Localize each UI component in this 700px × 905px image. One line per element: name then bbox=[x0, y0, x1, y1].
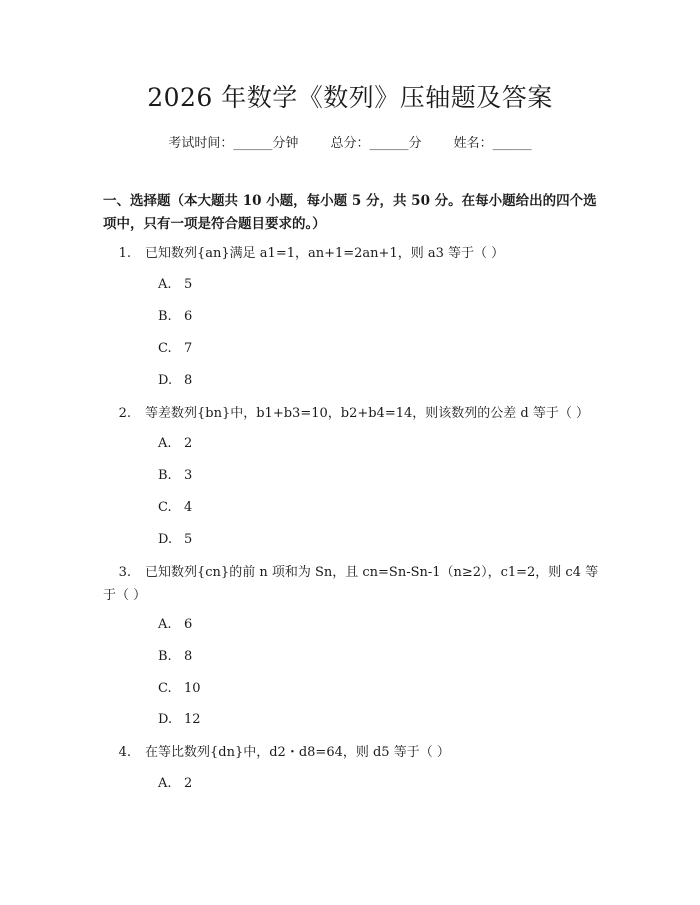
option-letter: B. bbox=[158, 309, 172, 324]
question-number: 3. bbox=[118, 565, 131, 580]
option-value: 7 bbox=[184, 341, 193, 356]
question-3 bbox=[103, 561, 603, 607]
option-item bbox=[158, 776, 192, 791]
option-item bbox=[158, 341, 192, 356]
option-item bbox=[158, 309, 192, 324]
option-item bbox=[158, 436, 192, 451]
exam-name-field: 姓名：______ bbox=[453, 136, 532, 151]
exam-time-field: 考试时间：______分钟 bbox=[168, 136, 299, 151]
option-letter: C. bbox=[158, 681, 172, 696]
option-value: 6 bbox=[184, 617, 193, 632]
exam-score-field: 总分：______分 bbox=[330, 136, 422, 151]
option-item bbox=[158, 712, 201, 727]
question-text: 已知数列{cn}的前 n 项和为 Sn，且 cn=Sn-Sn-1（n≥2），c1=2，则 c4 等于（ ） bbox=[103, 565, 599, 603]
option-value: 6 bbox=[184, 309, 193, 324]
option-item bbox=[158, 617, 192, 632]
option-letter: B. bbox=[158, 649, 172, 664]
option-item bbox=[158, 277, 192, 292]
question-text: 在等比数列{dn}中，d2・d8=64，则 d5 等于（ ） bbox=[145, 745, 450, 760]
option-value: 5 bbox=[184, 532, 193, 547]
option-item bbox=[158, 681, 201, 696]
exam-meta bbox=[0, 132, 700, 151]
question-2 bbox=[103, 402, 603, 425]
option-letter: A. bbox=[158, 436, 172, 451]
option-value: 2 bbox=[184, 436, 193, 451]
option-letter: C. bbox=[158, 341, 172, 356]
page-title: 2026 年数学《数列》压轴题及答案 bbox=[147, 83, 553, 112]
option-value: 3 bbox=[184, 468, 193, 483]
option-letter: D. bbox=[158, 532, 173, 547]
option-value: 8 bbox=[184, 373, 193, 388]
question-1 bbox=[103, 242, 603, 265]
section-heading: 一、选择题（本大题共 10 小题，每小题 5 分，共 50 分。在每小题给出的四个选项中，只有一项是符合题目要求的。） bbox=[103, 193, 597, 232]
option-item bbox=[158, 468, 192, 483]
question-text: 已知数列{an}满足 a1=1，an+1=2an+1，则 a3 等于（ ） bbox=[145, 246, 505, 261]
option-value: 5 bbox=[184, 277, 193, 292]
question-number: 1. bbox=[118, 246, 131, 261]
option-item bbox=[158, 500, 192, 515]
option-value: 2 bbox=[184, 776, 193, 791]
question-text: 等差数列{bn}中，b1+b3=10，b2+b4=14，则该数列的公差 d 等于（ ） bbox=[145, 406, 589, 421]
option-letter: D. bbox=[158, 712, 173, 727]
option-value: 8 bbox=[184, 649, 193, 664]
option-letter: D. bbox=[158, 373, 173, 388]
option-item bbox=[158, 649, 192, 664]
option-letter: A. bbox=[158, 776, 172, 791]
option-value: 12 bbox=[184, 712, 201, 727]
question-4 bbox=[103, 741, 603, 764]
question-number: 2. bbox=[118, 406, 131, 421]
option-letter: A. bbox=[158, 277, 172, 292]
option-letter: B. bbox=[158, 468, 172, 483]
question-number: 4. bbox=[118, 745, 131, 760]
option-value: 10 bbox=[184, 681, 201, 696]
option-letter: A. bbox=[158, 617, 172, 632]
option-item bbox=[158, 373, 192, 388]
option-item bbox=[158, 532, 192, 547]
option-value: 4 bbox=[184, 500, 193, 515]
option-letter: C. bbox=[158, 500, 172, 515]
